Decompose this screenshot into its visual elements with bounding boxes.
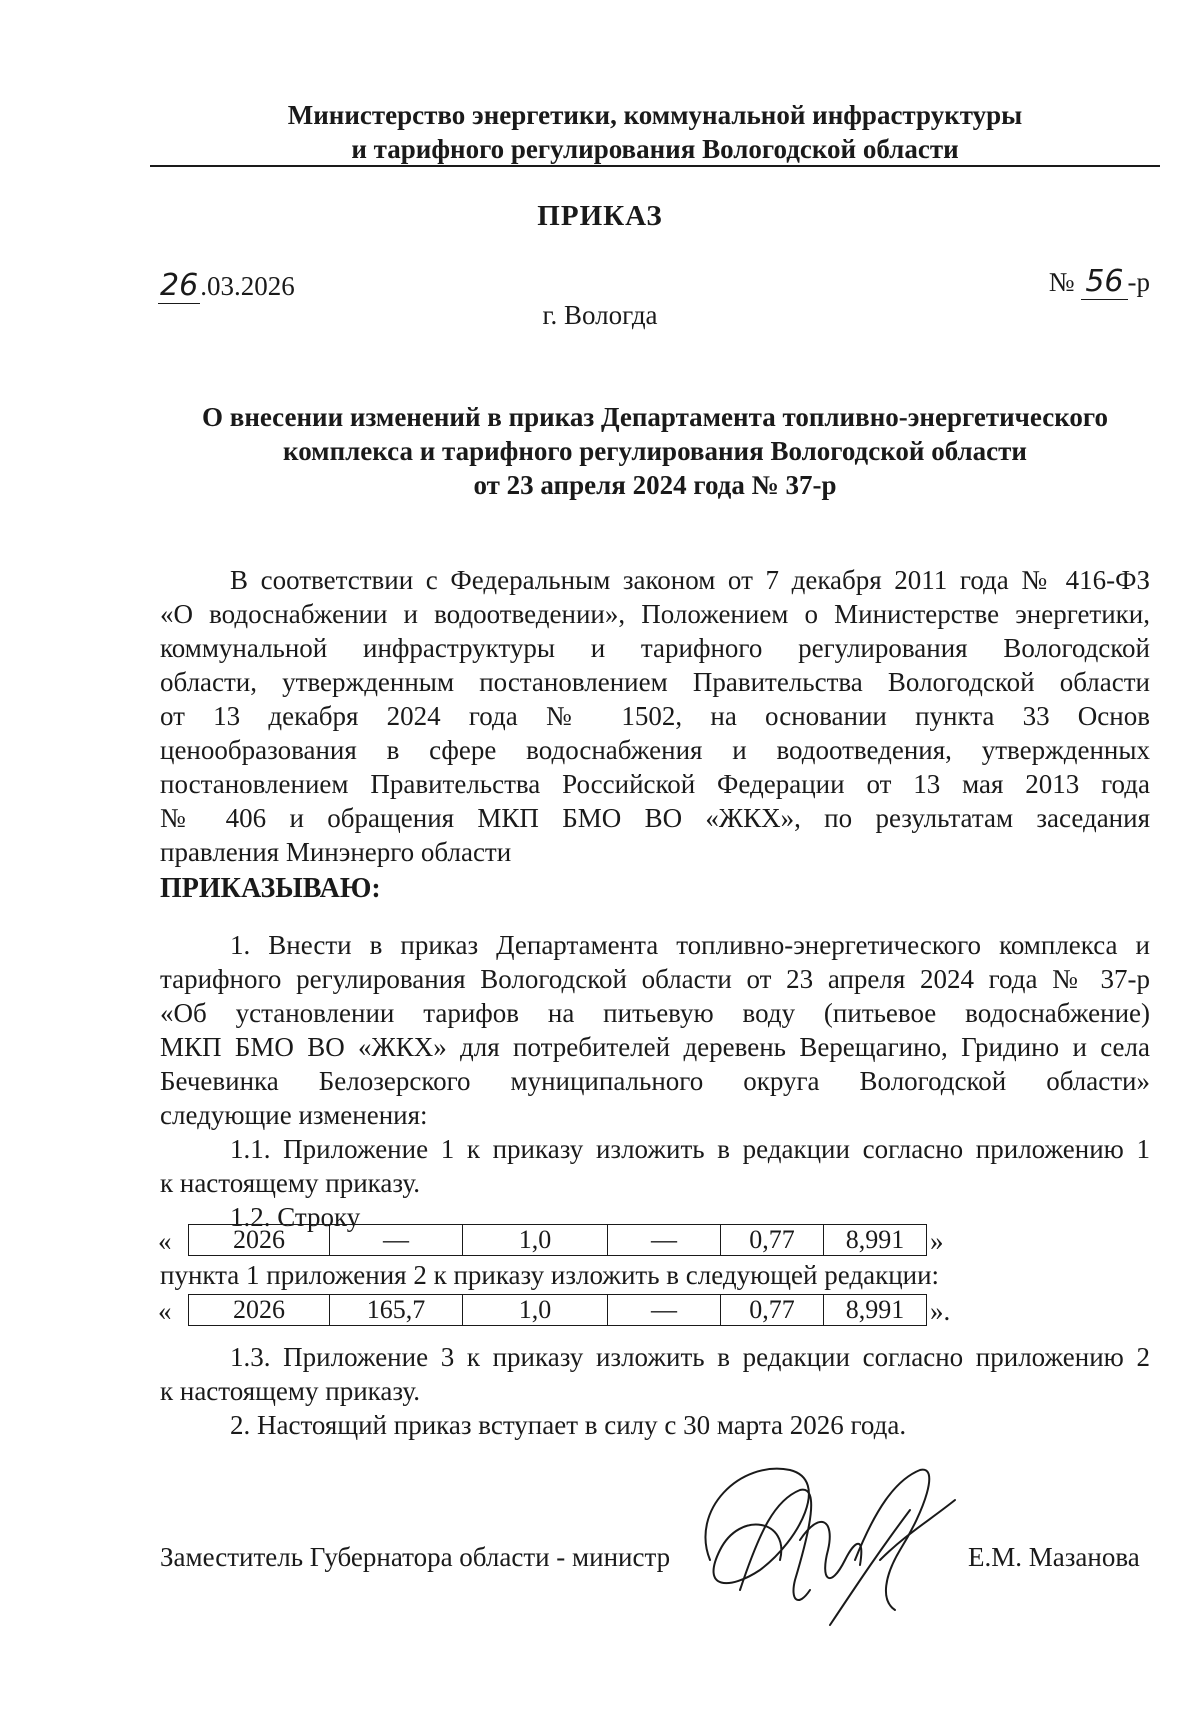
cell: —: [608, 1295, 721, 1326]
ministry-header: [150, 98, 1160, 166]
number-prefix: №: [1048, 267, 1075, 297]
date-day-handwritten: 26: [160, 268, 199, 303]
cell: 2026: [189, 1225, 330, 1256]
row-old-open-quote: «: [158, 1226, 172, 1256]
subitem-1-2-intro: 1.2. Строку: [230, 1202, 361, 1232]
row-new: [188, 1294, 927, 1328]
item-1-line: «Об установлении тарифов на питьевую воду (питьевое водоснабжение): [160, 998, 1150, 1028]
signatory-title: Заместитель Губернатора области - министр: [160, 1542, 671, 1572]
cell: 8,991: [824, 1295, 927, 1326]
cell: 0,77: [721, 1295, 824, 1326]
item-1-line: следующие изменения:: [160, 1100, 428, 1130]
preamble-line: постановлением Правительства Российской Федерации от 13 мая 2013 года: [160, 769, 1150, 799]
preamble-line: коммунальной инфраструктуры и тарифного регулирования Вологодской: [160, 633, 1150, 663]
document-city: г. Вологда: [542, 300, 658, 330]
item-1: [160, 928, 1150, 1234]
document-type: ПРИКАЗ: [537, 200, 663, 232]
order-word: ПРИКАЗЫВАЮ:: [160, 873, 381, 904]
cell: 1,0: [463, 1295, 608, 1326]
subject-line-1: О внесении изменений в приказ Департамента топливно-энергетического: [201, 402, 1108, 432]
document-subject: [160, 400, 1150, 502]
item-1-line: МКП БМО ВО «ЖКХ» для потребителей деревень Верещагино, Гридино и села: [160, 1032, 1150, 1062]
row-old-table: [188, 1224, 927, 1256]
header-divider: [150, 165, 1160, 167]
number-handwritten: 56: [1081, 264, 1127, 300]
preamble-line: № 406 и обращения МКП БМО ВО «ЖКХ», по результатам заседания: [160, 803, 1150, 833]
mid-text: пункта 1 приложения 2 к приказу изложить в следующей редакции:: [160, 1260, 940, 1290]
subject-line-2: комплекса и тарифного регулирования Вологодской области: [283, 436, 1027, 466]
cell: —: [608, 1225, 721, 1256]
signature-stroke: [705, 1469, 808, 1583]
date-rest: .03.2026: [200, 271, 295, 301]
ministry-line-2: и тарифного регулирования Вологодской области: [351, 134, 959, 164]
item-2: 2. Настоящий приказ вступает в силу с 30 марта 2026 года.: [230, 1410, 907, 1440]
signature-stroke: [880, 1500, 955, 1560]
signature-stroke: [740, 1490, 811, 1600]
handwritten-signature: [680, 1440, 980, 1640]
item-1-line: 1. Внести в приказ Департамента топливно-энергетического комплекса и: [230, 930, 1150, 960]
row-new-open-quote: «: [158, 1296, 172, 1326]
cell: —: [330, 1225, 463, 1256]
subitem-1-1-line: к настоящему приказу.: [160, 1168, 420, 1198]
subitem-1-1-line: 1.1. Приложение 1 к приказу изложить в редакции согласно приложению 1: [230, 1134, 1150, 1164]
cell: 2026: [189, 1295, 330, 1326]
document-number: [1049, 264, 1150, 299]
subitem-1-3-line: 1.3. Приложение 3 к приказу изложить в редакции согласно приложению 2: [230, 1342, 1150, 1372]
item-1-line: Бечевинка Белозерского муниципального округа Вологодской области»: [160, 1066, 1150, 1096]
number-suffix: -р: [1127, 267, 1150, 297]
cell: 0,77: [721, 1225, 824, 1256]
preamble-line: В соответствии с Федеральным законом от 7 декабря 2011 года № 416-ФЗ: [230, 565, 1150, 595]
row-new-table: [188, 1294, 927, 1326]
subitem-1-3-line: к настоящему приказу.: [160, 1376, 420, 1406]
signatory-name: Е.М. Мазанова: [968, 1542, 1140, 1572]
row-old: [188, 1224, 927, 1258]
preamble-line: области, утвержденным постановлением Правительства Вологодской области: [160, 667, 1150, 697]
subitem-1-3: [160, 1340, 1150, 1442]
preamble: [160, 563, 1150, 869]
item-1-line: тарифного регулирования Вологодской области от 23 апреля 2024 года № 37-р: [160, 964, 1150, 994]
cell: 165,7: [330, 1295, 463, 1326]
subject-line-3: от 23 апреля 2024 года № 37-р: [473, 470, 837, 500]
signature-stroke: [855, 1470, 929, 1610]
row-old-close-quote: »: [930, 1226, 944, 1256]
preamble-line: «О водоснабжении и водоотведении», Положением о Министерстве энергетики,: [160, 599, 1150, 629]
preamble-line: от 13 декабря 2024 года № 1502, на основании пункта 33 Основ: [160, 701, 1150, 731]
row-new-close-quote: ».: [930, 1296, 951, 1326]
cell: 1,0: [463, 1225, 608, 1256]
signature-stroke: [800, 1522, 861, 1578]
document-date: [158, 268, 295, 303]
cell: 8,991: [824, 1225, 927, 1256]
preamble-line: правления Минэнерго области: [160, 837, 512, 867]
ministry-line-1: Министерство энергетики, коммунальной инфраструктуры: [287, 100, 1023, 130]
preamble-line: ценообразования в сфере водоснабжения и водоотведения, утвержденных: [160, 735, 1150, 765]
